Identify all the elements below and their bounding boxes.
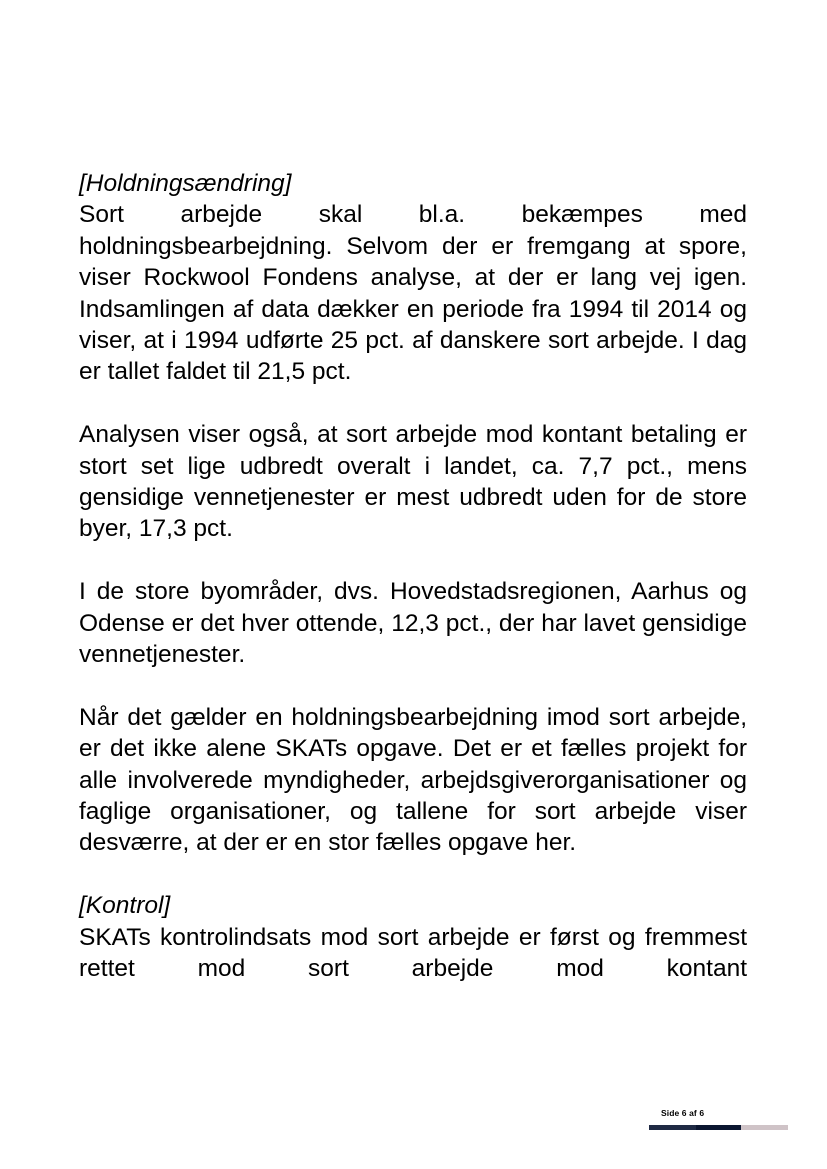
paragraph-spacer [79, 859, 747, 890]
paragraph-kontrolindsats: SKATs kontrolindsats mod sort arbejde er først og fremmest rettet mod sort arbejde mod kontant [79, 923, 747, 983]
footer-bar-segment [741, 1125, 788, 1130]
section-heading-kontrol: [Kontrol] [79, 892, 171, 920]
document-body [79, 168, 747, 985]
paragraph-spacer [79, 388, 747, 419]
paragraph-spacer [79, 670, 747, 701]
paragraph-spacer [79, 545, 747, 576]
footer-bar-segment [649, 1125, 696, 1130]
paragraph-analyse-kontant: Analysen viser også, at sort arbejde mod kontant betaling er stort set lige udbredt overalt i landet, ca. 7,7 pct., mens gensidige vennetjenester er mest udbredt uden for de store byer, 17,3 pct. [79, 421, 747, 543]
paragraph-store-byomraader: I de store byområder, dvs. Hovedstadsregionen, Aarhus og Odense er det hver ottende, 12,3 pct., der har lavet gensidige vennetjenester. [79, 578, 747, 669]
footer-bar-segment [696, 1125, 741, 1130]
page-number: Side 6 af 6 [661, 1108, 705, 1118]
paragraph-holdningsbearbejdning: Sort arbejde skal bl.a. bekæmpes med holdningsbearbejdning. Selvom der er fremgang at spore, viser Rockwool Fondens analyse, at der er lang vej igen. Indsamlingen af data dækker en periode fra 1994 til 2014 og viser, at i 1994 udførte 25 pct. af danskere sort arbejde. I dag er tallet faldet til 21,5 pct. [79, 201, 747, 386]
section-heading-holdningsaendring: [Holdningsændring] [79, 170, 292, 197]
paragraph-faelles-projekt: Når det gælder en holdningsbearbejdning imod sort arbejde, er det ikke alene SKATs opgave. Det er et fælles projekt for alle involverede myndigheder, arbejdsgiverorganisationer og faglige organisationer, og tallene for sort arbejde viser desværre, at der er en stor fælles opgave her. [79, 703, 747, 857]
